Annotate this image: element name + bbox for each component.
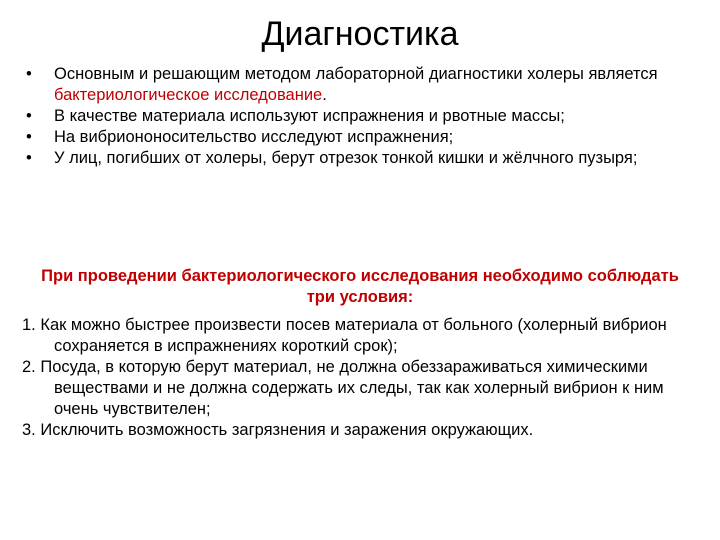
bullet-dot-icon: • xyxy=(26,65,32,83)
condition-item: 1. Как можно быстрее произвести посев материала от больного (холерный вибрион сохраняется в испражнениях короткий срок); xyxy=(22,316,667,355)
bullet-dot-icon: • xyxy=(26,149,32,167)
bullet-highlight: бактериологическое исследование xyxy=(54,86,323,104)
bullet-dot-icon: • xyxy=(26,128,32,146)
condition-item: 3. Исключить возможность загрязнения и заражения окружающих. xyxy=(22,421,534,439)
bullet-text-end: . xyxy=(322,86,327,104)
bullet-text: Основным и решающим методом лабораторной диагностики холеры является xyxy=(54,65,658,83)
condition-item: 2. Посуда, в которую берут материал, не должна обеззараживаться химическими веществами и не должна содержать их следы, так как холерный вибрион к ним очень чувствителен; xyxy=(22,358,664,418)
bullet-item xyxy=(22,127,712,148)
conditions-heading: При проведении бактериологического исследования необходимо соблюдать три условия: xyxy=(41,267,679,306)
bullet-item xyxy=(22,64,712,106)
bullet-item xyxy=(22,148,712,169)
bullet-text: На вибриононосительство исследуют испражнения; xyxy=(54,128,454,146)
page-title: Диагностика xyxy=(261,15,459,53)
bullet-text: У лиц, погибших от холеры, берут отрезок тонкой кишки и жёлчного пузыря; xyxy=(54,149,638,167)
bullet-item xyxy=(22,106,712,127)
conditions-list xyxy=(22,315,712,441)
diagnostics-bullet-list xyxy=(22,64,712,169)
bullet-dot-icon: • xyxy=(26,107,32,125)
bullet-text: В качестве материала используют испражнения и рвотные массы; xyxy=(54,107,565,125)
